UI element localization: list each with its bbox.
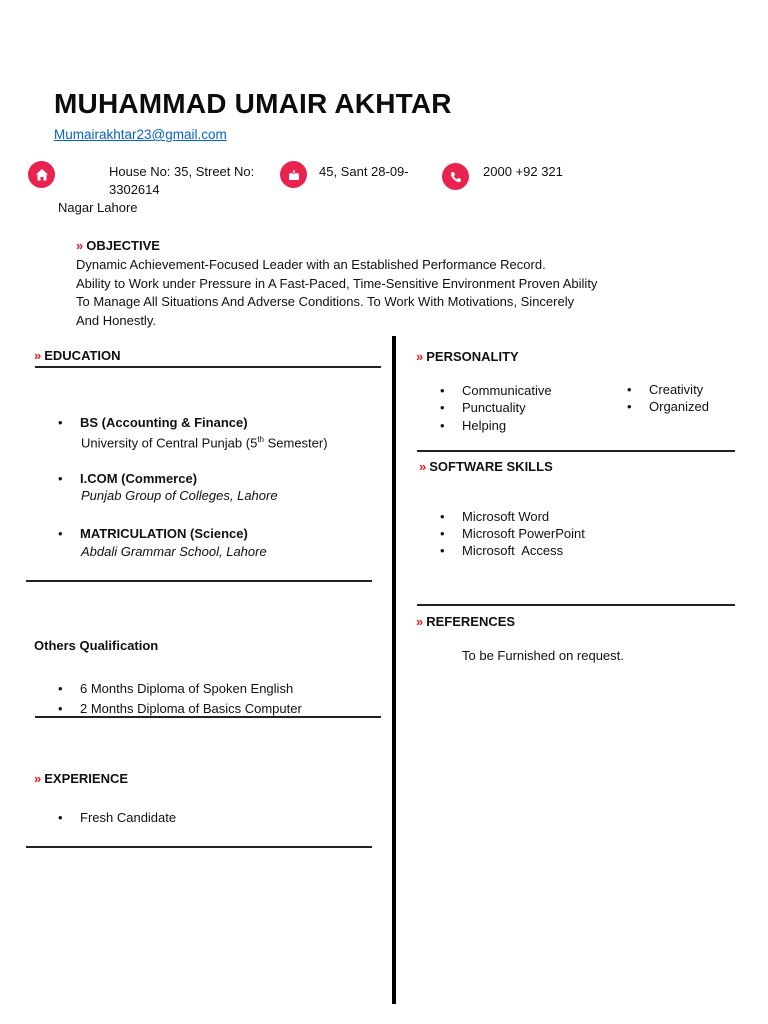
software-heading-text: SOFTWARE SKILLS [429,459,553,474]
education-detail-text: Semester) [263,435,328,451]
software-item [440,525,585,542]
personality-item-text: Helping [462,418,507,433]
others-item [58,700,302,717]
education-title: BS (Accounting & Finance) [80,415,248,430]
software-heading [419,459,553,474]
bullet: • [440,526,445,541]
objective-text [76,256,636,330]
software-item [440,542,563,559]
personality-item [440,382,552,399]
references-heading [416,614,515,629]
objective-line: To Manage All Situations And Adverse Conditions. To Work With Motivations, Sincerely [76,294,575,309]
cake-icon [280,161,307,188]
education-detail [81,431,328,451]
raquo-marker: » [416,349,424,364]
others-item-text: 6 Months Diploma of Spoken English [80,681,294,696]
others-rule [35,716,381,718]
phone-icon [442,163,469,190]
bullet: • [58,415,63,430]
education-heading-text: EDUCATION [44,348,121,363]
others-item-text: 2 Months Diploma of Basics Computer [80,701,302,716]
bullet: • [440,543,445,558]
personality-item-text: Communicative [462,383,552,398]
raquo-marker: » [34,348,42,363]
objective-line: And Honestly. [76,312,156,328]
experience-item [58,809,176,826]
objective-heading-text: OBJECTIVE [86,238,160,253]
raquo-marker: » [416,614,424,629]
education-title: I.COM (Commerce) [80,471,198,486]
software-item [440,508,549,525]
bullet: • [440,383,445,398]
education-detail: Abdali Grammar School, Lahore [81,544,267,559]
software-rule [417,604,735,606]
objective-heading [76,238,160,253]
personality-item-text: Punctuality [462,400,526,415]
education-detail: Punjab Group of Colleges, Lahore [81,488,278,503]
experience-heading [34,771,128,786]
references-heading-text: REFERENCES [426,614,516,629]
education-title: MATRICULATION (Science) [80,526,248,541]
education-item [58,470,197,487]
experience-item-text: Fresh Candidate [80,810,177,825]
objective-line: Ability to Work under Pressure in A Fast-Paced, Time-Sensitive Environment Proven Ability [76,275,598,291]
email-link[interactable]: Mumairakhtar23@gmail.com [54,127,227,142]
bullet: • [58,810,63,825]
phone-number: 2000 +92 321 [483,164,563,179]
personality-item [440,417,506,434]
others-item [58,680,293,697]
objective-line: Dynamic Achievement-Focused Leader with an Established Performance Record. [76,257,546,272]
address-line-3: Nagar Lahore [58,200,138,215]
personality-heading [416,349,519,364]
bullet: • [440,400,445,415]
personality-item-text: Organized [649,399,709,414]
address-line-1: House No: 35, Street No: [109,164,255,179]
software-item-text: Microsoft Word [462,509,550,524]
raquo-marker: » [419,459,427,474]
personality-rule [417,450,735,452]
personality-item [440,399,526,416]
bullet: • [58,471,63,486]
personality-item [627,381,703,398]
bullet: • [627,382,632,397]
software-item-text: Microsoft Access [462,543,564,558]
references-text: To be Furnished on request. [462,648,624,663]
personality-heading-text: PERSONALITY [426,349,519,364]
ordinal-suffix: th [257,435,264,444]
education-detail-text: University of Central Punjab (5 [81,435,258,451]
column-divider [392,336,396,1004]
address-mid: 45, Sant 28-09- [319,164,409,179]
experience-heading-text: EXPERIENCE [44,771,129,786]
bullet: • [627,399,632,414]
address-line-2: 3302614 [109,182,160,197]
education-bottom-rule [26,580,372,582]
education-item [58,414,248,431]
bullet: • [58,526,63,541]
education-item [58,525,248,542]
education-heading [34,348,121,363]
candidate-name: MUHAMMAD UMAIR AKHTAR [54,88,452,119]
raquo-marker: » [34,771,42,786]
home-icon [28,161,55,188]
raquo-marker: » [76,238,84,253]
others-heading: Others Qualification [34,638,159,653]
personality-item-text: Creativity [649,382,704,397]
personality-item [627,398,709,415]
software-item-text: Microsoft PowerPoint [462,526,585,541]
bullet: • [58,681,63,696]
bullet: • [440,509,445,524]
experience-rule [26,846,372,848]
bullet: • [440,418,445,433]
education-rule [35,366,381,368]
bullet: • [58,701,63,716]
